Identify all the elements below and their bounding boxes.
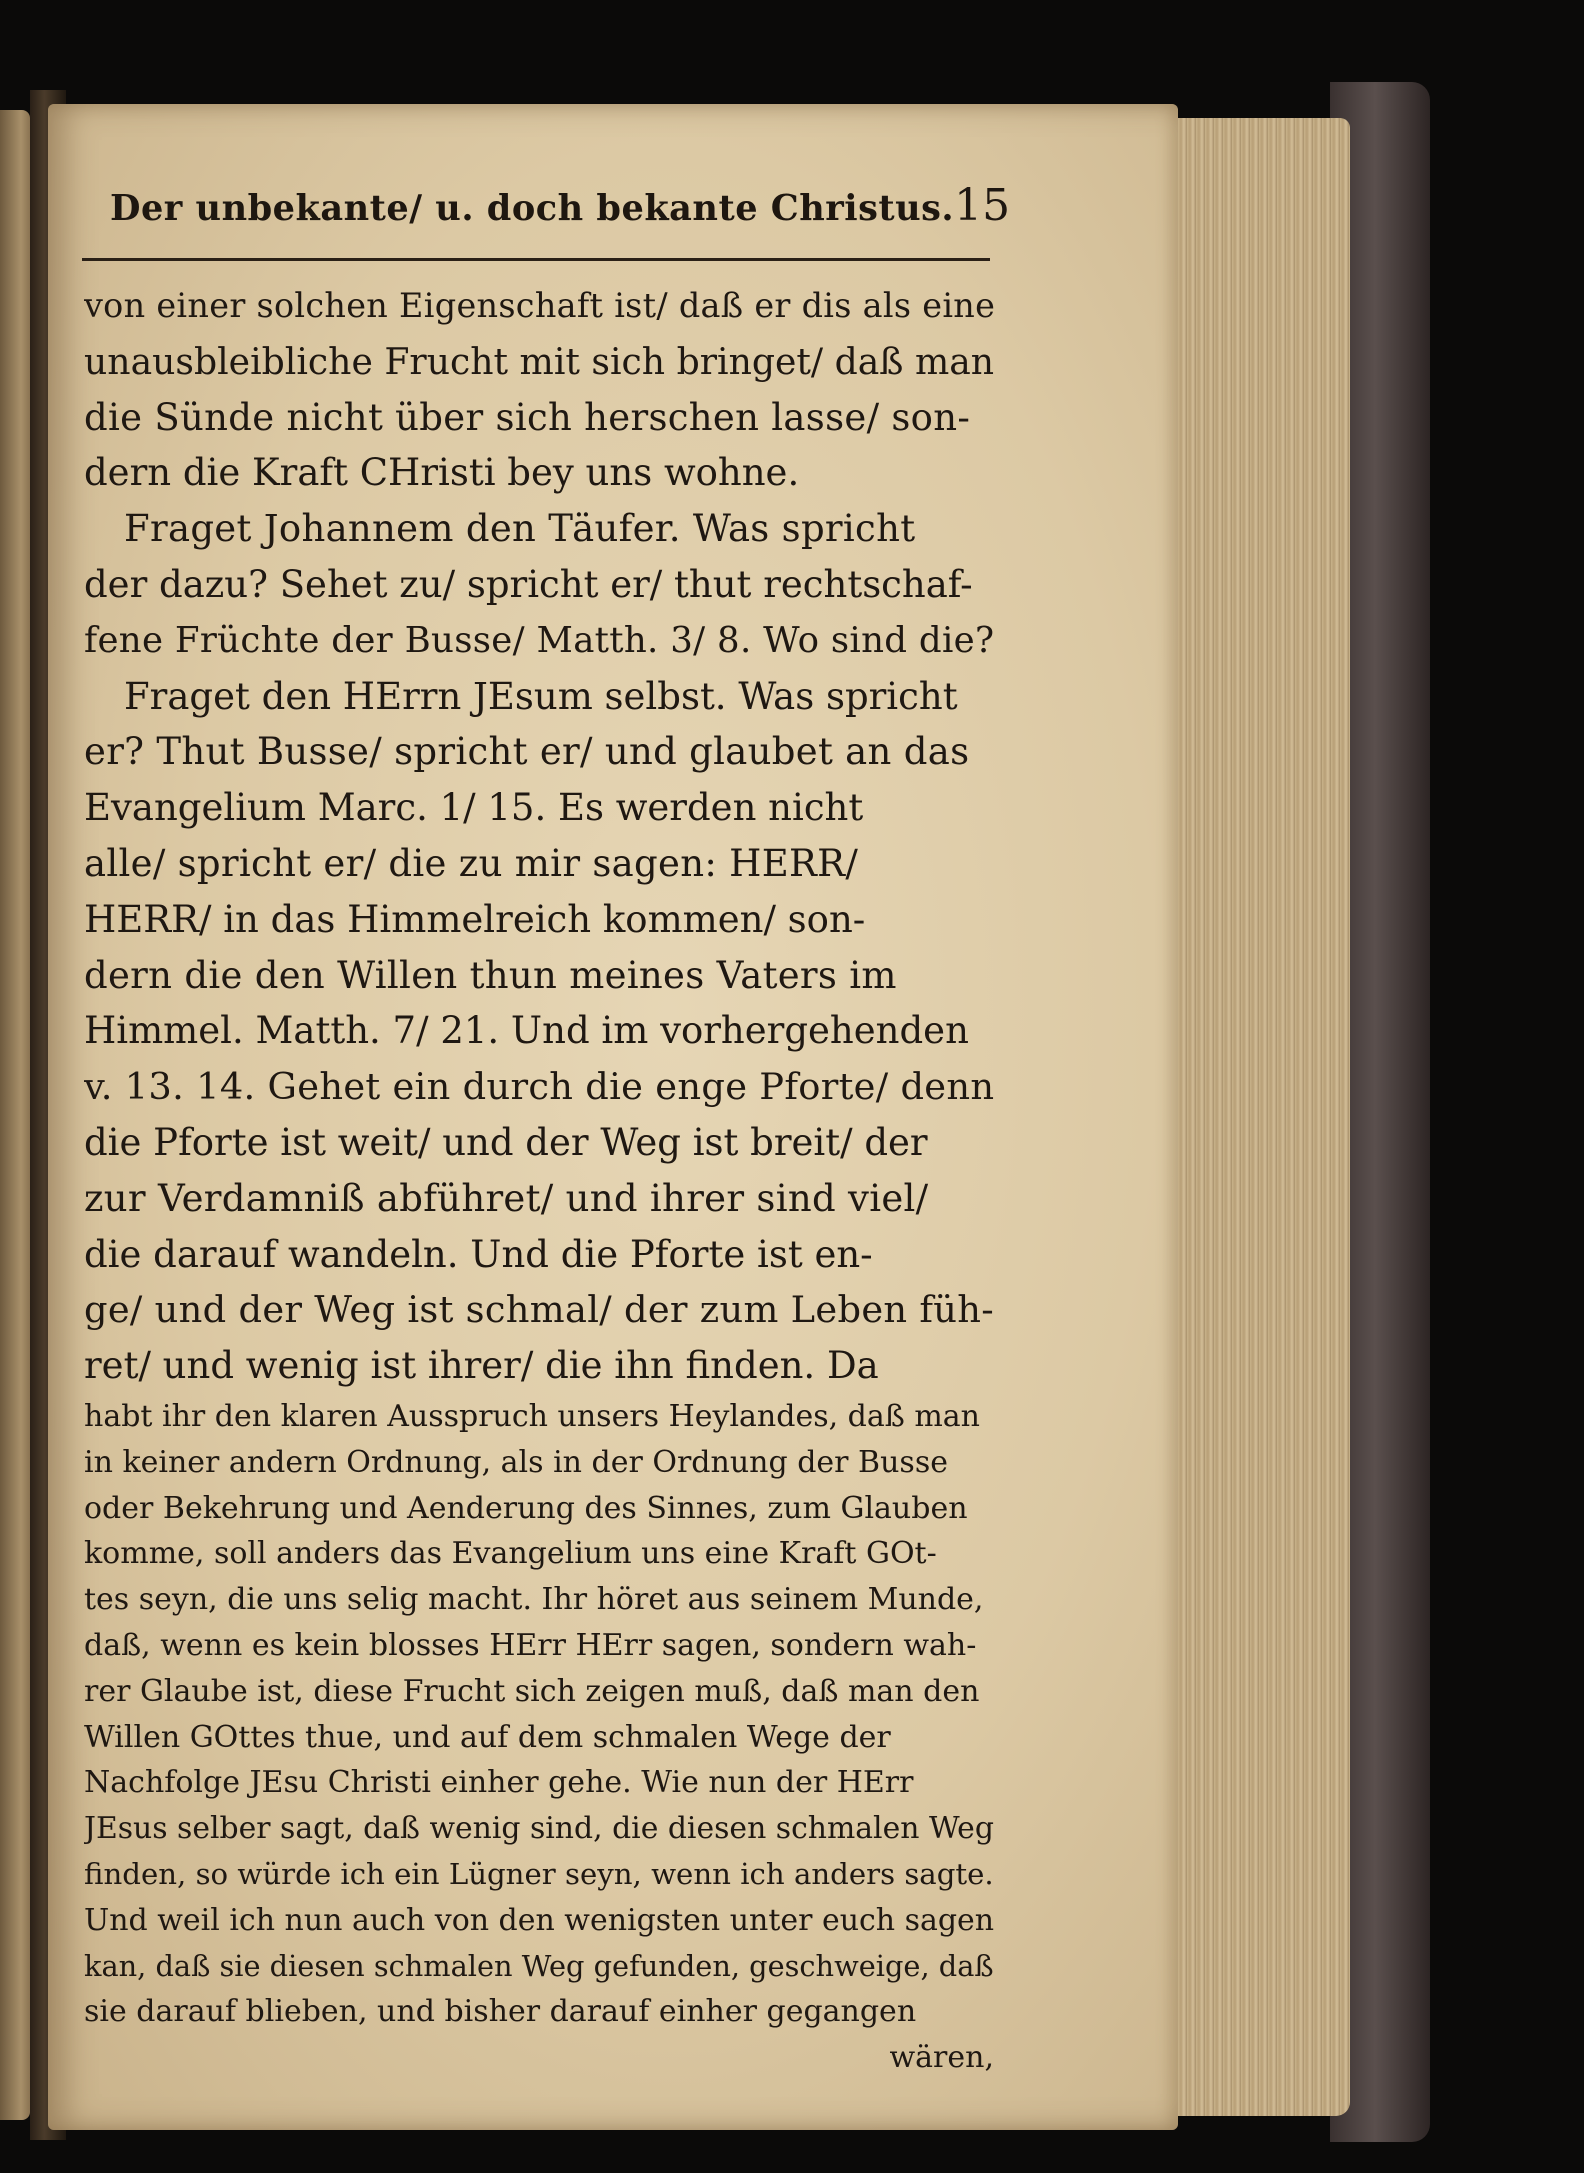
text-line: Und weil ich nun auch von den wenigsten unter euch sagen xyxy=(84,1902,995,1938)
text-line: Nachfolge JEsu Christi einher gehe. Wie nun der HErr xyxy=(84,1765,914,1801)
text-line: oder Bekehrung und Aenderung des Sinnes, zum Glauben xyxy=(84,1490,968,1526)
catchword: wären, xyxy=(889,2040,994,2076)
text-line: von einer solchen Eigenschaft ist/ daß er dis als eine xyxy=(84,286,996,325)
text-line: rer Glaube ist, diese Frucht sich zeigen muß, daß man den xyxy=(84,1673,980,1709)
large-type-block xyxy=(84,278,1004,1394)
text-line: v. 13. 14. Gehet ein durch die enge Pforte/ denn xyxy=(84,1065,995,1109)
page-block-edge xyxy=(1160,118,1350,2116)
text-line: Fraget den HErrn JEsum selbst. Was spricht xyxy=(124,674,958,718)
running-title: Der unbekante/ u. doch bekante Christus. xyxy=(110,188,955,229)
page-body xyxy=(84,278,1004,2081)
text-line: komme, soll anders das Evangelium uns eine Kraft GOt- xyxy=(84,1536,937,1572)
text-line: finden, so würde ich ein Lügner seyn, wenn ich anders sagte. xyxy=(84,1856,994,1891)
page-number: 15 xyxy=(954,180,1011,231)
text-line: dern die den Willen thun meines Vaters im xyxy=(84,953,897,997)
text-line: zur Verdamniß abführet/ und ihrer sind viel/ xyxy=(84,1176,929,1220)
text-line: unausbleibliche Frucht mit sich bringet/ daß man xyxy=(84,339,995,383)
text-line: in keiner andern Ordnung, als in der Ordnung der Busse xyxy=(84,1444,948,1480)
text-line: tes seyn, die uns selig macht. Ihr höret aus seinem Munde, xyxy=(84,1582,984,1618)
text-line: kan, daß sie diesen schmalen Weg gefunden, geschweige, daß xyxy=(84,1948,994,1983)
text-line: alle/ spricht er/ die zu mir sagen: HERR/ xyxy=(84,841,859,885)
text-line: ret/ und wenig ist ihrer/ die ihn finden. Da xyxy=(84,1344,879,1388)
text-line: Evangelium Marc. 1/ 15. Es werden nicht xyxy=(84,786,864,830)
text-line: daß, wenn es kein blosses HErr HErr sagen, sondern wah- xyxy=(84,1627,977,1663)
text-line: sie darauf blieben, und bisher darauf einher gegangen xyxy=(84,1994,917,2030)
text-line: Willen GOttes thue, und auf dem schmalen Wege der xyxy=(84,1719,891,1755)
text-line: die Sünde nicht über sich herschen lasse/ son- xyxy=(84,395,971,439)
text-line: er? Thut Busse/ spricht er/ und glaubet an das xyxy=(84,730,970,774)
running-header xyxy=(110,180,1010,250)
text-line: Fraget Johannem den Täufer. Was spricht xyxy=(124,507,916,551)
text-line: habt ihr den klaren Ausspruch unsers Heylandes, daß man xyxy=(84,1398,981,1434)
text-line: der dazu? Sehet zu/ spricht er/ thut rechtschaf- xyxy=(84,562,973,606)
text-line: die Pforte ist weit/ und der Weg ist breit/ der xyxy=(84,1120,928,1164)
text-line: dern die Kraft CHristi bey uns wohne. xyxy=(84,451,800,495)
text-line: JEsus selber sagt, daß wenig sind, die diesen schmalen Weg xyxy=(84,1811,994,1847)
text-line: die darauf wandeln. Und die Pforte ist en- xyxy=(84,1232,873,1276)
facing-page-edge xyxy=(0,110,30,2120)
text-line: ge/ und der Weg ist schmal/ der zum Leben füh- xyxy=(84,1288,995,1332)
text-line: Himmel. Matth. 7/ 21. Und im vorhergehenden xyxy=(84,1009,969,1053)
text-line: HERR/ in das Himmelreich kommen/ son- xyxy=(84,897,866,941)
header-rule xyxy=(82,258,990,261)
small-type-block xyxy=(84,1394,1004,2081)
text-line: fene Früchte der Busse/ Matth. 3/ 8. Wo sind die? xyxy=(84,619,995,661)
